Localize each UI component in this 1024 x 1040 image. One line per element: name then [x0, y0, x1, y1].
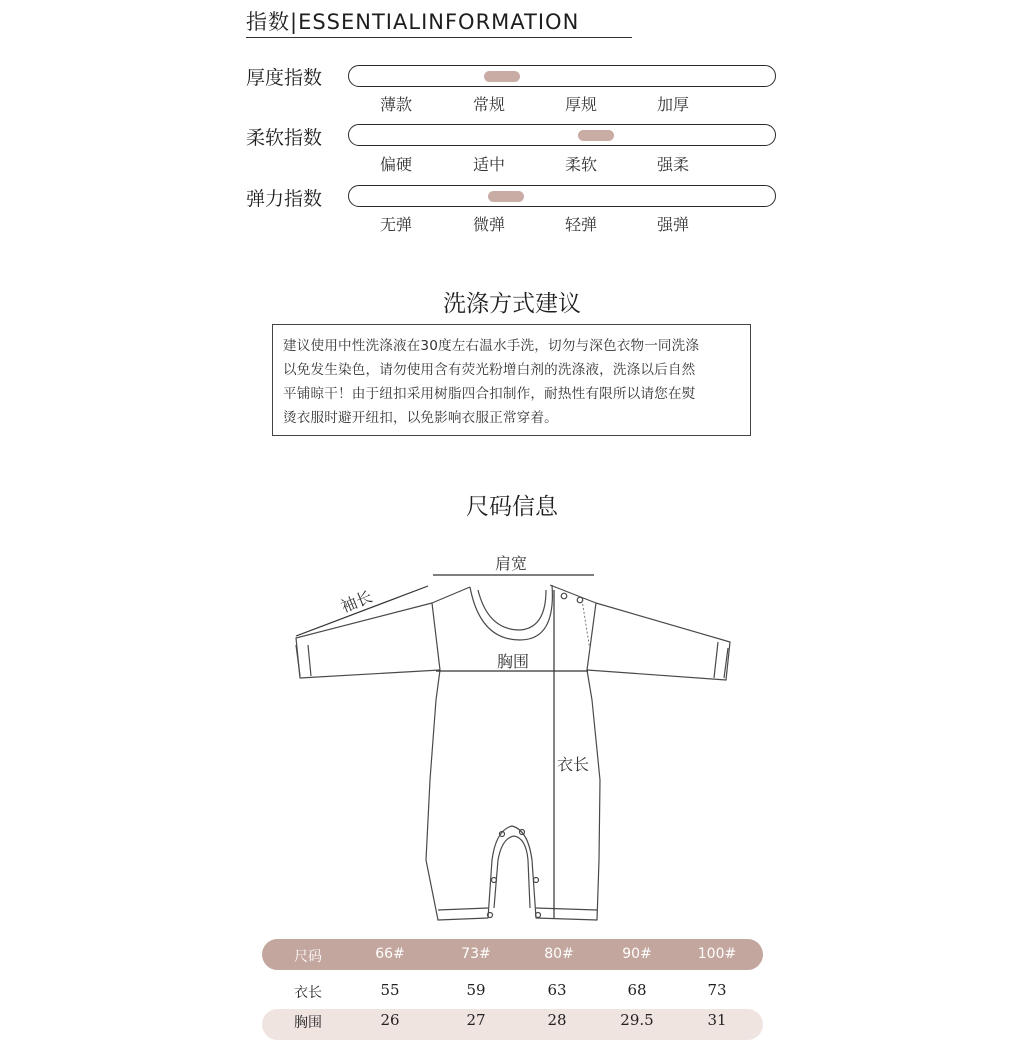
collar-outer — [470, 585, 552, 640]
table-header-row — [262, 939, 763, 970]
left-hem — [438, 908, 488, 910]
table-header-cell: 100# — [697, 946, 737, 962]
length-label: 衣长 — [557, 755, 590, 774]
elasticity-option: 轻弹 — [564, 215, 598, 234]
table-cell: 29.5 — [620, 1011, 654, 1029]
softness-option: 偏硬 — [379, 155, 413, 174]
table-cell: 26 — [380, 1011, 400, 1029]
table-cell: 胸围 — [294, 1015, 322, 1031]
table-cell: 63 — [547, 981, 567, 999]
table-header-cell: 90# — [622, 946, 652, 962]
shoulder-width-label: 肩宽 — [495, 554, 528, 573]
washing-line: 烫衣服时避开纽扣，以免影响衣服正常穿着。 — [283, 410, 558, 426]
size-info-title: 尺码信息 — [466, 494, 558, 520]
chest-label: 胸围 — [497, 652, 530, 671]
table-cell: 55 — [380, 981, 400, 999]
table-cell: 73 — [707, 981, 727, 999]
softness-option: 柔软 — [564, 155, 598, 174]
table-cell: 68 — [627, 981, 647, 999]
table-cell: 27 — [466, 1011, 486, 1029]
table-cell: 衣长 — [294, 985, 322, 1001]
washing-line: 建议使用中性洗涤液在30度左右温水手洗，切勿与深色衣物一同洗涤 — [283, 338, 700, 354]
thickness-option: 加厚 — [656, 95, 690, 114]
elasticity-option: 微弹 — [472, 215, 506, 234]
section-title: 指数|ESSENTIALINFORMATION — [246, 10, 580, 34]
washing-line: 平铺晾干！由于纽扣采用树脂四合扣制作，耐热性有限所以请您在熨 — [283, 386, 696, 402]
softness-index-label: 柔软指数 — [246, 127, 323, 149]
thickness-option: 薄款 — [379, 95, 413, 114]
right-hem — [536, 908, 597, 910]
washing-title: 洗涤方式建议 — [443, 291, 581, 317]
softness-option: 强柔 — [656, 155, 690, 174]
left-cuff — [296, 645, 311, 676]
table-header-cell: 尺码 — [294, 949, 322, 965]
washing-line: 以免发生染色，请勿使用含有荧光粉增白剂的洗涤液，洗涤以后自然 — [283, 362, 696, 378]
thickness-option: 厚规 — [564, 95, 598, 114]
sleeve-length-label: 袖长 — [338, 586, 375, 617]
table-cell: 31 — [707, 1011, 727, 1029]
right-sleeve-outline — [587, 603, 730, 680]
thickness-index-label: 厚度指数 — [246, 67, 323, 89]
elasticity-option: 强弹 — [656, 215, 690, 234]
table-cell: 59 — [466, 981, 486, 999]
table-header-cell: 80# — [544, 946, 574, 962]
table-row-band — [262, 1009, 763, 1040]
crotch-inner — [494, 836, 530, 908]
table-header-cell: 73# — [461, 946, 491, 962]
elasticity-option: 无弹 — [379, 215, 413, 234]
table-header-cell: 66# — [375, 946, 405, 962]
softness-option: 适中 — [472, 155, 506, 174]
thickness-option: 常规 — [472, 95, 506, 114]
collar-inner — [478, 590, 546, 630]
shoulder-seam — [582, 600, 590, 650]
elasticity-index-label: 弹力指数 — [246, 188, 323, 210]
table-cell: 28 — [547, 1011, 567, 1029]
left-sleeve-outline — [296, 603, 440, 678]
right-cuff — [714, 642, 728, 678]
